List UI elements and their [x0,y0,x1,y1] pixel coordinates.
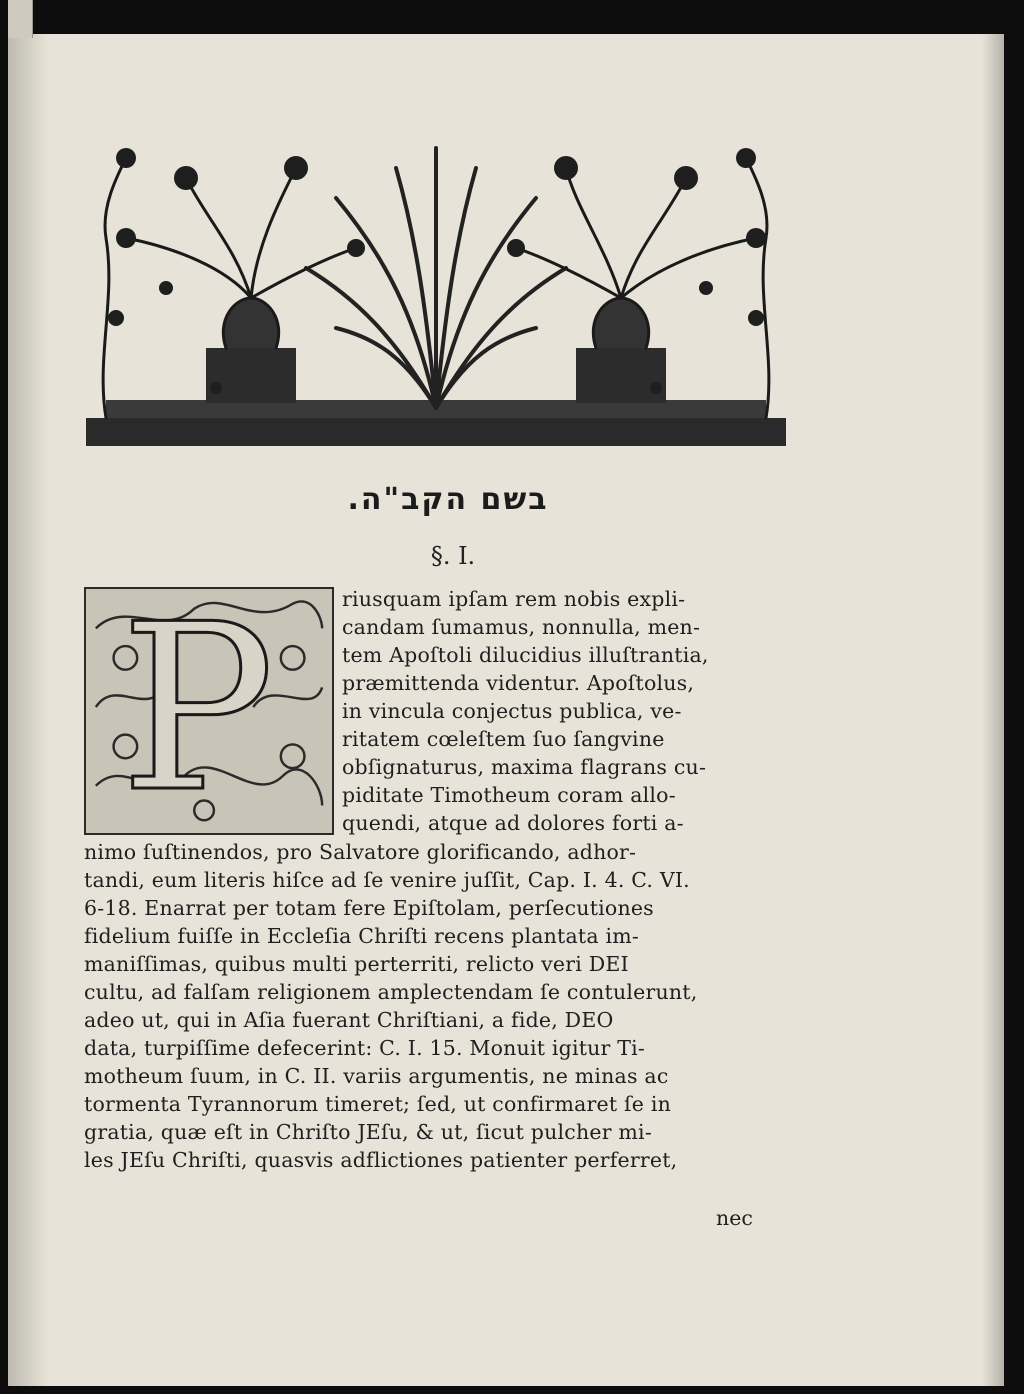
decorated-initial [84,576,334,843]
text-line: candam ſumamus, nonnulla, men- [342,615,701,639]
text-line: præmittenda videntur. Apoſtolus, [342,671,695,695]
section-number: §. I. [430,542,476,570]
text-line: obſignaturus, maxima flagrans cu- [342,755,707,779]
text-line: piditate Timotheum coram allo- [342,783,676,807]
text-line: adeo ut, qui in Aſia fuerant Chriſtiani, a fide, DEO [84,1008,614,1032]
text-line: data, turpiſſime defecerint: C. I. 15. Monuit igitur Ti- [84,1036,646,1060]
page-edge [982,34,1004,1386]
text-line: tem Apoſtoli dilucidius illuſtrantia, [342,643,709,667]
text-line: gratia, quæ eſt in Chriſto JEſu, & ut, ſicut pulcher mi- [84,1120,652,1144]
binding-tab [8,0,33,38]
text-line: in vincula conjectus publica, ve- [342,699,682,723]
text-line: tormenta Tyrannorum timeret; ſed, ut confirmaret ſe in [84,1092,672,1116]
catchword: nec [716,1206,753,1230]
book-page [8,34,1004,1386]
text-line: 6-18. Enarrat per totam fere Epiſtolam, perſecutiones [84,896,654,920]
text-line: fidelium fuiſſe in Eccleſia Chriſti recens plantata im- [84,924,640,948]
text-line: maniſſimas, quibus multi perterriti, relicto veri DEI [84,952,629,976]
initial-letter: P [120,576,275,843]
text-line: tandi, eum literis hiſce ad ſe venire juſſit, Cap. I. 4. C. VI. [84,868,690,892]
text-line: riusquam ipſam rem nobis expli- [342,587,686,611]
text-line: ritatem cœleſtem ſuo ſangvine [342,727,665,751]
text-line: motheum ſuum, in C. II. variis argumentis, ne minas ac [84,1064,669,1088]
text-line: les JEſu Chriſti, quasvis adflictiones patienter perferret, [84,1148,678,1172]
text-line: nimo ſuſtinendos, pro Salvatore glorificando, adhor- [84,840,637,864]
hebrew-heading: בשם הקב"ה. [347,482,549,517]
text-line: quendi, atque ad dolores forti a- [342,811,684,835]
spine-shadow [8,34,48,1386]
text-line: cultu, ad falſam religionem amplectendam ſe contulerunt, [84,980,698,1004]
woodcut-headpiece-ornament [86,138,786,448]
